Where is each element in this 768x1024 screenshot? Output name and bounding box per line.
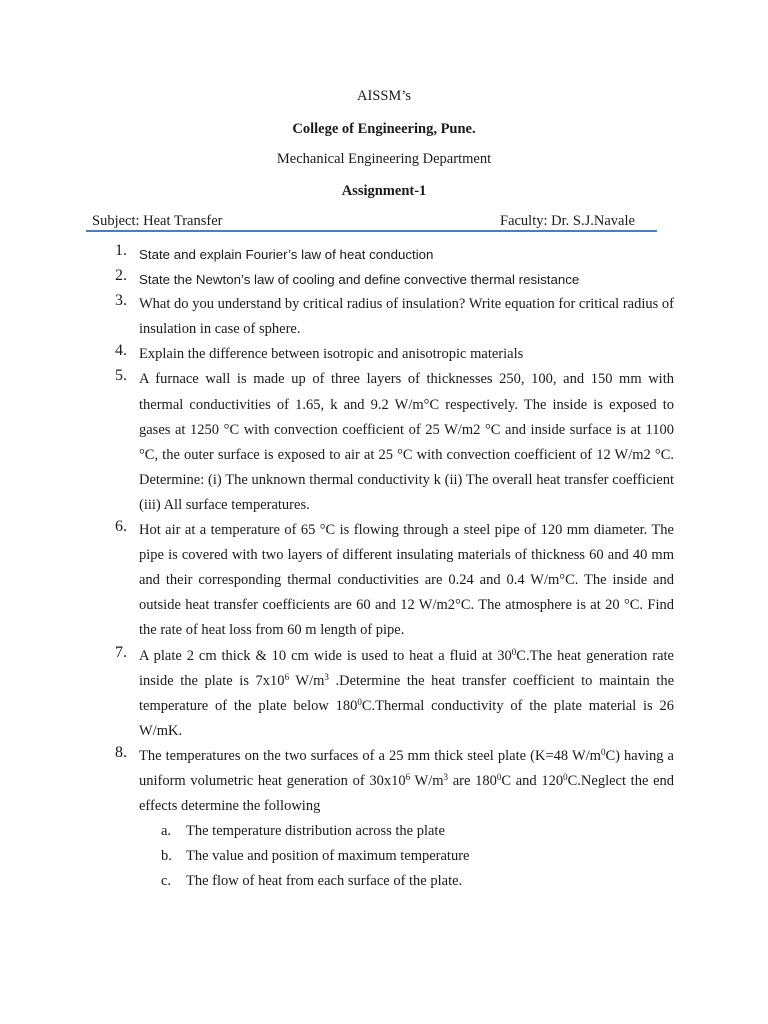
superscript: 0 [511, 646, 517, 657]
question-3 [0, 292, 768, 342]
text-run: W/m [410, 772, 444, 789]
question-1 [0, 242, 768, 267]
question-4 [0, 342, 768, 367]
superscript: 0 [496, 771, 502, 782]
question-2 [0, 267, 768, 292]
superscript: 3 [443, 771, 449, 782]
superscript: 3 [324, 671, 329, 682]
question-text: Explain the difference between isotropic and anisotropic materials [139, 346, 524, 363]
question-text: Hot air at a temperature of 65 °C is flowing through a steel pipe of 120 mm diameter. The pipe is covered with two layers of different insulating materials of thickness 60 and 40 mm and their corresponding thermal conductivities are 0.24 and 0.4 W/m°C. The inside and outside heat transfer coefficients are 60 and 12 W/m2°C. The atmosphere is at 20 °C. Find the rate of heat loss from 60 m length of pipe. [139, 522, 674, 639]
text-run: are 180 [448, 772, 497, 789]
question-number: 4. [115, 342, 127, 360]
question-text: What do you understand by critical radius of insulation? Write equation for critical radius of insulation in case of sphere. [139, 296, 674, 338]
superscript: 6 [284, 671, 290, 682]
sub-question-letter: c. [161, 873, 172, 890]
sub-question-text: The temperature distribution across the plate [186, 823, 445, 840]
text-run: C) having a uniform volumetric heat generation of 30x10 [139, 747, 674, 789]
question-7 [0, 644, 768, 744]
sub-question-text: The value and position of maximum temperature [186, 848, 470, 865]
question-text: A furnace wall is made up of three layers of thicknesses 250, 100, and 150 mm with thermal conductivities of 1.65, k and 9.2 W/m°C respectively. The inside is exposed to gases at 1250 °C with convection coefficient of 25 W/m2 °C and inside surface is at 1100 °C, the outer surface is exposed to air at 25 °C with convection coefficient of 12 W/m2 °C. Determine: (i) The unknown thermal conductivity k (ii) The overall heat transfer coefficient (iii) All surface temperatures. [139, 371, 674, 513]
question-8 [0, 744, 768, 895]
assignment-title: Assignment-1 [341, 183, 427, 199]
header-divider [86, 230, 657, 232]
text-run: A plate 2 cm thick & 10 cm wide is used to heat a fluid at 30 [139, 647, 512, 664]
question-text: State the Newton’s law of cooling and define convective thermal resistance [139, 272, 580, 288]
text-run: W/m [289, 672, 325, 689]
superscript: 0 [563, 771, 568, 782]
department-name: Mechanical Engineering Department [276, 151, 492, 167]
sub-question-text: The flow of heat from each surface of the plate. [186, 873, 463, 890]
text-run: The temperatures on the two surfaces of a 25 mm thick steel plate (K=48 W/m [139, 747, 601, 764]
question-6 [0, 518, 768, 643]
text-run: C.Neglect the end effects determine the following [139, 772, 675, 815]
question-list [0, 242, 768, 894]
sub-question-list [139, 819, 674, 894]
institution-name: AISSM’s [357, 88, 411, 104]
question-text: State and explain Fourier’s law of heat conduction [139, 247, 434, 262]
superscript: 0 [600, 746, 606, 757]
text-run: .Determine the heat transfer coefficient to maintain the temperature of the plate below 180 [139, 672, 675, 714]
question-number: 1. [115, 242, 127, 259]
question-5 [0, 367, 768, 518]
sub-question-b [139, 844, 674, 869]
subject-faculty-row [92, 213, 658, 230]
question-text [139, 644, 674, 744]
question-number: 3. [115, 292, 127, 310]
superscript: 6 [405, 771, 411, 782]
subject-label: Subject: Heat Transfer [92, 213, 223, 229]
question-number: 5. [115, 367, 127, 385]
sub-question-a [139, 819, 674, 844]
question-text [139, 744, 674, 819]
superscript: 0 [357, 696, 362, 707]
sub-question-letter: b. [161, 848, 172, 865]
question-number: 2. [115, 267, 127, 285]
text-run: C and 120 [501, 772, 564, 789]
sub-question-c [139, 869, 674, 894]
question-number: 7. [115, 643, 127, 661]
question-number: 8. [115, 743, 127, 761]
question-number: 6. [115, 518, 127, 536]
college-name: College of Engineering, Pune. [292, 121, 476, 137]
text-run: C.Thermal conductivity of the plate material is 26 W/mK. [139, 697, 674, 739]
text-run: C.The heat generation rate inside the plate is 7x10 [139, 647, 674, 689]
faculty-label: Faculty: Dr. S.J.Navale [500, 213, 635, 229]
sub-question-letter: a. [161, 823, 172, 840]
